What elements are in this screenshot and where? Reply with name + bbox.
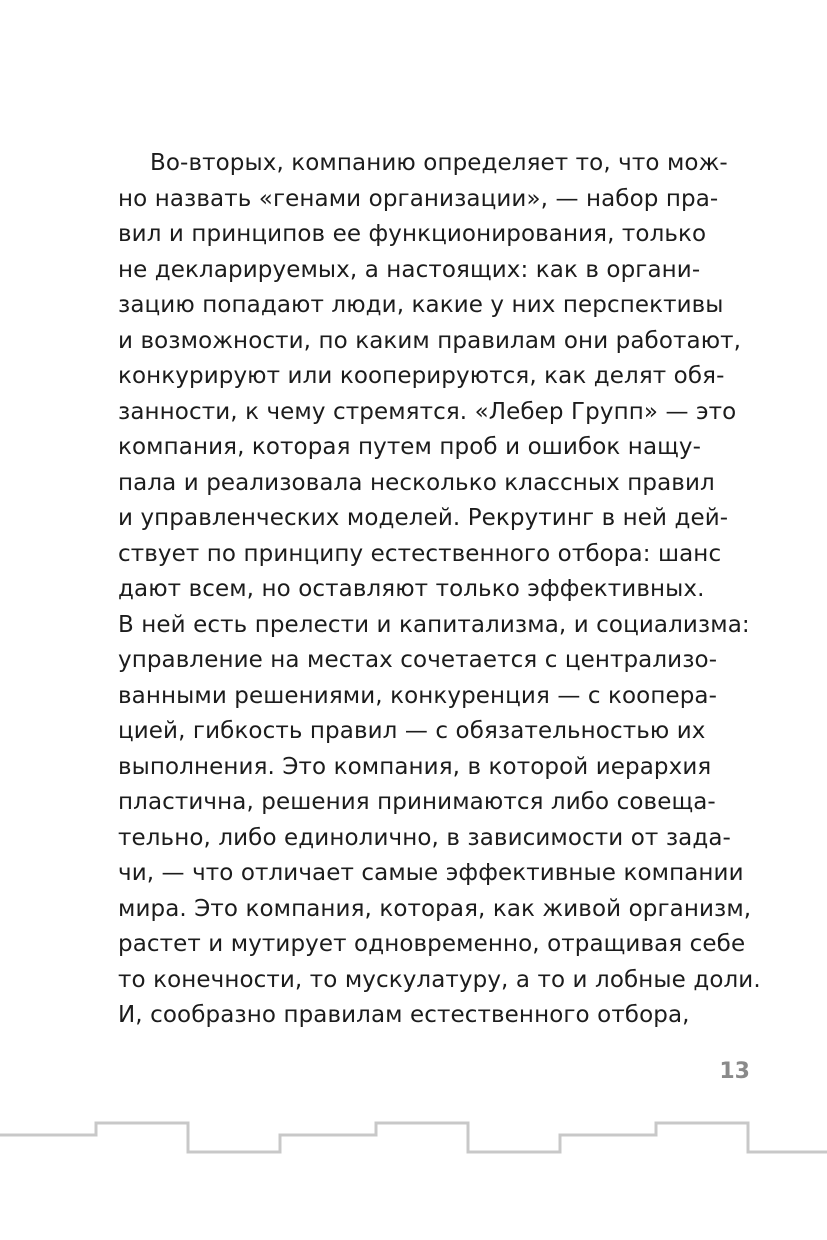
text-line: В ней есть прелести и капитализма, и социализма: xyxy=(118,611,750,638)
body-paragraph xyxy=(118,146,761,1034)
text-line: управление на местах сочетается с централизо- xyxy=(118,647,718,673)
text-line: то конечности, то мускулатуру, а то и лобные доли. xyxy=(118,966,761,993)
text-line: пластична, решения принимаются либо совеща- xyxy=(118,789,716,815)
text-line: мира. Это компания, которая, как живой организм, xyxy=(118,895,752,922)
text-line: И, сообразно правилам естественного отбора, xyxy=(118,1002,690,1028)
text-line: Во-вторых, компанию определяет то, что мож- xyxy=(150,150,728,176)
text-line: ванными решениями, конкуренция — с коопера- xyxy=(118,682,718,709)
text-line: дают всем, но оставляют только эффективных. xyxy=(118,576,705,602)
text-line: тельно, либо единолично, в зависимости от зада- xyxy=(118,824,731,851)
text-line: пала и реализовала несколько классных правил xyxy=(118,469,715,496)
text-line: и возможности, по каким правилам они работают, xyxy=(118,327,742,354)
text-line: растет и мутирует одновременно, отращивая себе xyxy=(118,931,746,957)
text-line: занности, к чему стремятся. «Лебер Групп» — это xyxy=(118,398,737,425)
text-line: вил и принципов ее функционирования, только xyxy=(118,221,707,247)
text-line: зацию попадают люди, какие у них перспективы xyxy=(118,292,724,318)
text-line: ствует по принципу естественного отбора: шанс xyxy=(118,540,722,567)
text-line: выполнения. Это компания, в которой иерархия xyxy=(118,753,712,780)
text-line: и управленческих моделей. Рекрутинг в ней дей- xyxy=(118,505,729,531)
page-number: 13 xyxy=(719,1059,750,1084)
text-line: но назвать «генами организации», — набор пра- xyxy=(118,185,719,212)
text-line: цией, гибкость правил — с обязательностью их xyxy=(118,718,706,744)
text-line: не декларируемых, а настоящих: как в органи- xyxy=(118,256,701,283)
footer-step-line-ornament xyxy=(0,1110,827,1170)
text-line: компания, которая путем проб и ошибок нащу- xyxy=(118,434,702,460)
text-line: чи, — что отличает самые эффективные компании xyxy=(118,860,744,886)
text-line: конкурируют или кооперируются, как делят обя- xyxy=(118,363,725,389)
